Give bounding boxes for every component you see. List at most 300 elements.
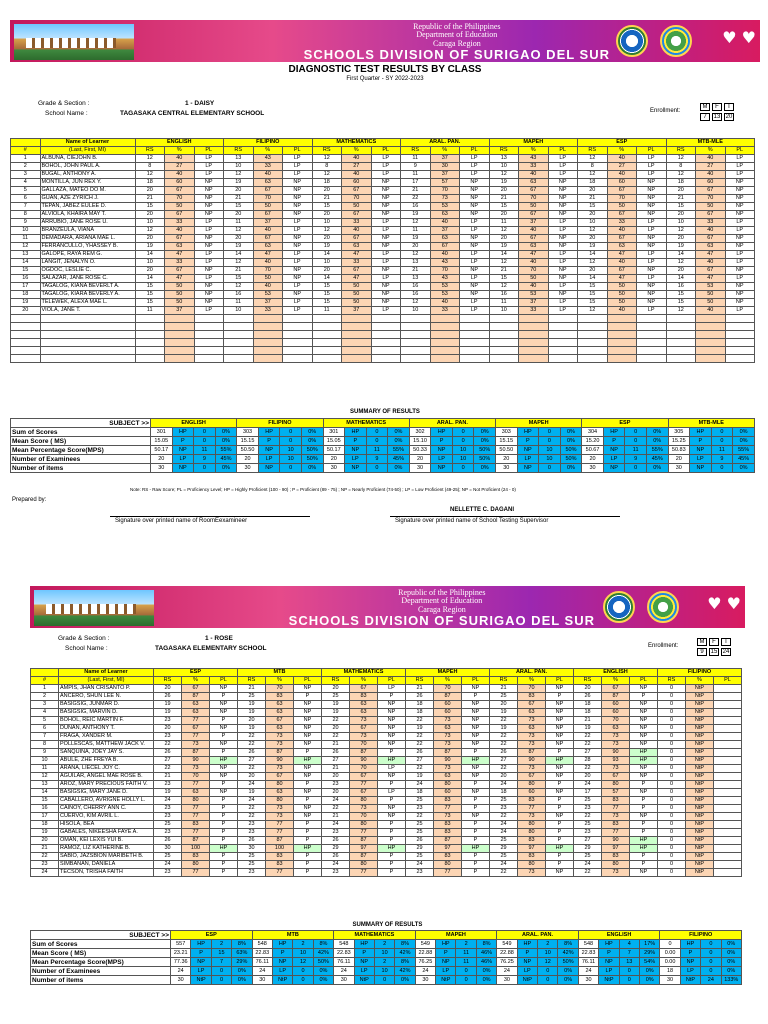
summary-percent: 0% xyxy=(646,464,668,473)
raw-score: 10 xyxy=(135,259,165,267)
raw-score: 21 xyxy=(154,773,182,781)
percent: NtP xyxy=(686,845,714,853)
percent: 73 xyxy=(430,195,460,203)
col-head-rs: RS xyxy=(154,677,182,685)
raw-score: 0 xyxy=(658,837,686,845)
percent: 47 xyxy=(607,275,637,283)
col-head-pl: PL xyxy=(371,147,401,155)
table-row xyxy=(31,693,742,701)
summary-count: 2 xyxy=(456,940,476,949)
percent xyxy=(165,315,195,323)
percent: 50 xyxy=(607,291,637,299)
raw-score: 24 xyxy=(490,781,518,789)
proficiency-level xyxy=(194,331,224,339)
summary-level: NP xyxy=(345,464,367,473)
percent: 70 xyxy=(350,765,378,773)
proficiency-level: P xyxy=(546,781,574,789)
proficiency-level xyxy=(283,355,313,363)
raw-score: 12 xyxy=(489,259,519,267)
raw-score xyxy=(312,331,342,339)
percent: NtP xyxy=(686,701,714,709)
raw-score: 25 xyxy=(490,797,518,805)
proficiency-level xyxy=(637,323,667,331)
proficiency-level: LP xyxy=(194,171,224,179)
enr2-m-head: M xyxy=(697,638,707,646)
summary-count: 2 xyxy=(211,940,231,949)
raw-score: 23 xyxy=(322,829,350,837)
percent: 97 xyxy=(602,845,630,853)
summary-percent: 0% xyxy=(313,976,333,985)
raw-score: 25 xyxy=(574,853,602,861)
raw-score: 23 xyxy=(154,813,182,821)
proficiency-level: NP xyxy=(371,179,401,187)
percent xyxy=(607,347,637,355)
summary-count: 10 xyxy=(280,446,302,455)
table-row xyxy=(31,829,742,837)
summary-percent: 42% xyxy=(558,949,578,958)
proficiency-level: LP xyxy=(548,163,578,171)
proficiency-level xyxy=(283,331,313,339)
percent: 87 xyxy=(434,693,462,701)
table-row xyxy=(11,347,755,355)
summary-subject-head: ARAL. PAN. xyxy=(497,931,579,940)
percent: 80 xyxy=(434,781,462,789)
proficiency-level: NP xyxy=(378,725,406,733)
raw-score: 20 xyxy=(224,211,254,219)
proficiency-level: NP xyxy=(194,291,224,299)
learner-name: BOHOL, JOHN PAUL A. xyxy=(40,163,135,171)
col-head-pl: PL xyxy=(283,147,313,155)
summary-count: 0 xyxy=(539,437,561,446)
learner-name: HISOLA, BEA xyxy=(59,821,154,829)
proficiency-level: LP xyxy=(725,171,755,179)
percent: 83 xyxy=(266,693,294,701)
col-head-pl: PL xyxy=(460,147,490,155)
raw-score: 20 xyxy=(135,267,165,275)
percent: 57 xyxy=(602,789,630,797)
raw-score: 22 xyxy=(154,741,182,749)
raw-score: 12 xyxy=(224,259,254,267)
raw-score: 22 xyxy=(574,741,602,749)
percent: 37 xyxy=(430,155,460,163)
raw-score: 9 xyxy=(401,163,431,171)
raw-score: 29 xyxy=(490,845,518,853)
summary-row xyxy=(11,455,755,464)
raw-score: 24 xyxy=(490,821,518,829)
percent: NtP xyxy=(686,797,714,805)
row-number: 16 xyxy=(31,805,59,813)
percent: 90 xyxy=(602,837,630,845)
percent: 63 xyxy=(434,725,462,733)
summary-value: 22.83 xyxy=(334,949,354,958)
banner-line3: Caraga Region xyxy=(432,38,481,48)
proficiency-level: NP xyxy=(194,195,224,203)
proficiency-level: LP xyxy=(460,259,490,267)
percent: 40 xyxy=(165,227,195,235)
row-number: 20 xyxy=(11,307,41,315)
col-head-pct: % xyxy=(518,677,546,685)
proficiency-level: LP xyxy=(548,219,578,227)
row-number: 7 xyxy=(31,733,59,741)
proficiency-level: HP xyxy=(462,757,490,765)
summary-subject-head: ESP xyxy=(582,419,668,428)
summary-count: 13 xyxy=(619,958,639,967)
row-number: 6 xyxy=(31,725,59,733)
summary-percent: 0% xyxy=(232,967,252,976)
proficiency-level: P xyxy=(546,853,574,861)
love-heart-icon: ♥ ♥ xyxy=(722,28,756,47)
percent: 33 xyxy=(253,307,283,315)
proficiency-level: NP xyxy=(283,195,313,203)
proficiency-level: LP xyxy=(725,155,755,163)
raw-score: 20 xyxy=(312,187,342,195)
learner-name: DEMADARA, ARIANA MAE L. xyxy=(40,235,135,243)
percent: 70 xyxy=(696,195,726,203)
proficiency-level: LP xyxy=(194,163,224,171)
raw-score xyxy=(666,323,696,331)
raw-score: 19 xyxy=(406,725,434,733)
learner-name: FERRANCULLO, YHASSEY B. xyxy=(40,243,135,251)
raw-score: 25 xyxy=(490,837,518,845)
learner-name: TECSON, TRISHA FAITH xyxy=(59,869,154,877)
proficiency-level: LP xyxy=(637,259,667,267)
proficiency-level: NP xyxy=(637,187,667,195)
percent: 63 xyxy=(266,709,294,717)
learner-head: Name of Learner xyxy=(40,139,135,147)
summary-level: NP xyxy=(436,958,456,967)
percent: NtP xyxy=(686,805,714,813)
enrollment-box-2 xyxy=(695,636,733,658)
proficiency-level: NP xyxy=(294,701,322,709)
raw-score: 11 xyxy=(401,227,431,235)
proficiency-level: NP xyxy=(546,813,574,821)
raw-score xyxy=(135,347,165,355)
raw-score: 19 xyxy=(574,725,602,733)
percent xyxy=(607,331,637,339)
percent: 37 xyxy=(519,299,549,307)
proficiency-level: LP xyxy=(725,275,755,283)
summary-subject-head: ENGLISH xyxy=(151,419,237,428)
raw-score: 25 xyxy=(154,821,182,829)
col-head-pl: PL xyxy=(630,677,658,685)
raw-score: 27 xyxy=(154,757,182,765)
grade-value: 1 - DAISY xyxy=(185,100,215,107)
proficiency-level: P xyxy=(294,869,322,877)
summary-value: 20 xyxy=(151,455,173,464)
raw-score: 11 xyxy=(135,307,165,315)
percent: 67 xyxy=(518,773,546,781)
row-number: 2 xyxy=(11,163,41,171)
raw-score: 20 xyxy=(154,685,182,693)
raw-score: 14 xyxy=(135,251,165,259)
summary-value: 50.50 xyxy=(237,446,259,455)
raw-score: 27 xyxy=(574,749,602,757)
raw-score: 20 xyxy=(489,235,519,243)
summary-count: 2 xyxy=(374,940,394,949)
percent: 63 xyxy=(253,243,283,251)
raw-score: 23 xyxy=(406,805,434,813)
proficiency-level: NP xyxy=(548,291,578,299)
raw-score: 20 xyxy=(322,773,350,781)
percent: NtP xyxy=(686,717,714,725)
proficiency-level: P xyxy=(294,781,322,789)
percent xyxy=(165,323,195,331)
raw-score xyxy=(312,355,342,363)
raw-score: 19 xyxy=(135,243,165,251)
row-number: 11 xyxy=(11,235,41,243)
sig-right-caption: Signature over printed name of School Testing Supervisor xyxy=(395,518,549,524)
percent: 60 xyxy=(434,701,462,709)
raw-score: 18 xyxy=(312,179,342,187)
percent: 37 xyxy=(430,171,460,179)
summary-value: 30 xyxy=(415,976,435,985)
summary-percent: 45% xyxy=(733,455,755,464)
raw-score: 19 xyxy=(312,243,342,251)
raw-score: 19 xyxy=(154,709,182,717)
percent: 40 xyxy=(696,227,726,235)
enr-m-head: M xyxy=(700,103,710,111)
summary-percent: 0% xyxy=(388,428,410,437)
proficiency-level xyxy=(714,837,742,845)
col-head-pct: % xyxy=(165,147,195,155)
proficiency-level xyxy=(637,315,667,323)
summary-count: 0 xyxy=(701,958,721,967)
raw-score: 25 xyxy=(406,829,434,837)
proficiency-level xyxy=(548,331,578,339)
percent: 67 xyxy=(350,773,378,781)
subject-head: MATHEMATICS xyxy=(312,139,401,147)
percent: 73 xyxy=(266,741,294,749)
learner-results-table xyxy=(10,138,755,363)
proficiency-level: NP xyxy=(460,291,490,299)
summary-level: P xyxy=(680,949,700,958)
percent: 60 xyxy=(165,179,195,187)
proficiency-level: NP xyxy=(630,709,658,717)
percent: 83 xyxy=(518,693,546,701)
summary-percent: 0% xyxy=(721,940,741,949)
summary-level: HP xyxy=(690,428,712,437)
summary-count: 2 xyxy=(293,940,313,949)
table-row xyxy=(11,259,755,267)
row-number xyxy=(11,323,41,331)
summary-level: P xyxy=(603,437,625,446)
proficiency-level: HP xyxy=(546,845,574,853)
summary-count: 0 xyxy=(280,464,302,473)
percent: 27 xyxy=(607,163,637,171)
proficiency-level xyxy=(714,741,742,749)
summary-count: 11 xyxy=(456,949,476,958)
proficiency-level: NP xyxy=(462,813,490,821)
summary-percent: 50% xyxy=(558,958,578,967)
percent: 87 xyxy=(434,749,462,757)
raw-score: 22 xyxy=(490,813,518,821)
raw-score: 12 xyxy=(401,251,431,259)
summary-percent: 133% xyxy=(721,976,741,985)
proficiency-level: P xyxy=(630,805,658,813)
percent: 60 xyxy=(607,179,637,187)
col-head-pl: PL xyxy=(546,677,574,685)
percent: 70 xyxy=(430,187,460,195)
raw-score: 23 xyxy=(238,869,266,877)
raw-score: 25 xyxy=(406,853,434,861)
percent: 67 xyxy=(342,235,372,243)
raw-score: 18 xyxy=(406,789,434,797)
summary-level: HP xyxy=(258,428,280,437)
summary-count: 2 xyxy=(538,940,558,949)
summary-percent: 0% xyxy=(313,967,333,976)
summary-level: P xyxy=(431,437,453,446)
banner2-line2: Department of Education xyxy=(401,596,483,606)
proficiency-level: P xyxy=(294,797,322,805)
raw-score: 21 xyxy=(666,195,696,203)
row-number: 3 xyxy=(31,701,59,709)
raw-score: 23 xyxy=(490,805,518,813)
header-row xyxy=(31,669,742,677)
raw-score: 10 xyxy=(224,163,254,171)
percent: 77 xyxy=(266,869,294,877)
raw-score: 24 xyxy=(322,797,350,805)
proficiency-level: LP xyxy=(371,163,401,171)
summary-level: NP xyxy=(690,446,712,455)
percent: 83 xyxy=(518,837,546,845)
percent: 67 xyxy=(519,187,549,195)
summary-percent: 0% xyxy=(560,437,582,446)
raw-score xyxy=(135,331,165,339)
percent: 90 xyxy=(266,757,294,765)
quarter-label: First Quarter - SY 2022-2023 xyxy=(346,76,424,82)
row-number: 4 xyxy=(31,709,59,717)
learner-name: MONTILLA, JUN REX Y. xyxy=(40,179,135,187)
proficiency-level: NP xyxy=(548,195,578,203)
enr2-t-head: T xyxy=(721,638,731,646)
summary-count: 0 xyxy=(625,464,647,473)
col-head-rs: RS xyxy=(574,677,602,685)
enr2-f-val: 15 xyxy=(710,649,718,655)
proficiency-level xyxy=(194,347,224,355)
proficiency-level: LP xyxy=(371,171,401,179)
raw-score: 15 xyxy=(666,291,696,299)
percent: 67 xyxy=(342,267,372,275)
raw-score: 22 xyxy=(238,733,266,741)
col-head-rs: RS xyxy=(406,677,434,685)
percent: 67 xyxy=(182,725,210,733)
percent: 37 xyxy=(342,307,372,315)
proficiency-level: LP xyxy=(725,163,755,171)
summary-subject-head: MTB xyxy=(252,931,334,940)
proficiency-level xyxy=(283,315,313,323)
raw-score: 12 xyxy=(489,227,519,235)
raw-score: 20 xyxy=(574,685,602,693)
summary-count: 0 xyxy=(539,464,561,473)
proficiency-level: P xyxy=(462,861,490,869)
table-row xyxy=(11,355,755,363)
banner-line1: Republic of the Philippines xyxy=(413,22,501,31)
raw-score: 25 xyxy=(490,693,518,701)
summary-label: Mean Percentage Score(MPS) xyxy=(11,446,151,455)
raw-score xyxy=(224,339,254,347)
raw-score: 23 xyxy=(238,829,266,837)
subject-head: MTB-MLE xyxy=(666,139,755,147)
percent: NtP xyxy=(686,733,714,741)
percent: NtP xyxy=(686,741,714,749)
raw-score: 10 xyxy=(489,163,519,171)
percent: NtP xyxy=(686,749,714,757)
raw-score: 12 xyxy=(578,171,608,179)
division-seal-icon xyxy=(660,25,692,57)
row-number: 2 xyxy=(31,693,59,701)
raw-score: 13 xyxy=(224,155,254,163)
table-row xyxy=(31,709,742,717)
summary-level: NP xyxy=(354,958,374,967)
percent xyxy=(519,331,549,339)
raw-score: 15 xyxy=(312,203,342,211)
enr-t-val: 20 xyxy=(725,114,733,120)
raw-score: 8 xyxy=(312,163,342,171)
percent: 47 xyxy=(342,275,372,283)
summary-percent: 45% xyxy=(646,455,668,464)
proficiency-level xyxy=(283,347,313,355)
proficiency-level: NP xyxy=(725,267,755,275)
learner-name xyxy=(40,355,135,363)
report-sheet-daisy xyxy=(10,20,760,530)
raw-score: 24 xyxy=(238,781,266,789)
proficiency-level: NP xyxy=(462,685,490,693)
row-number: 18 xyxy=(31,821,59,829)
summary-count: 10 xyxy=(452,455,474,464)
raw-score: 11 xyxy=(401,171,431,179)
percent: 70 xyxy=(350,741,378,749)
percent: 40 xyxy=(519,171,549,179)
raw-score: 8 xyxy=(578,163,608,171)
row-number: 24 xyxy=(31,869,59,877)
percent: 77 xyxy=(266,829,294,837)
proficiency-level xyxy=(714,749,742,757)
raw-score: 17 xyxy=(574,789,602,797)
summary-percent: 8% xyxy=(558,940,578,949)
percent: 73 xyxy=(266,813,294,821)
summary-count: 0 xyxy=(211,967,231,976)
row-number: 1 xyxy=(11,155,41,163)
summary-percent: 0% xyxy=(721,958,741,967)
summary-level: P xyxy=(191,949,211,958)
percent: 40 xyxy=(519,283,549,291)
raw-score: 21 xyxy=(578,195,608,203)
table-row xyxy=(11,323,755,331)
raw-score: 23 xyxy=(154,733,182,741)
row-number: 14 xyxy=(31,789,59,797)
proficiency-level: P xyxy=(462,805,490,813)
proficiency-level: NP xyxy=(210,701,238,709)
proficiency-level: NP xyxy=(371,203,401,211)
raw-score: 22 xyxy=(406,813,434,821)
summary-value: 15.25 xyxy=(668,437,690,446)
proficiency-level: NP xyxy=(546,789,574,797)
summary-percent: 8% xyxy=(395,940,415,949)
summary-level: NP xyxy=(258,446,280,455)
summary-value: 30 xyxy=(171,976,191,985)
percent: 33 xyxy=(519,163,549,171)
proficiency-level: LP xyxy=(548,227,578,235)
proficiency-level: P xyxy=(462,837,490,845)
raw-score: 11 xyxy=(224,299,254,307)
proficiency-level: P xyxy=(546,693,574,701)
percent: 80 xyxy=(266,797,294,805)
percent: 53 xyxy=(430,291,460,299)
proficiency-level: NP xyxy=(283,267,313,275)
raw-score: 12 xyxy=(224,283,254,291)
raw-score: 25 xyxy=(238,861,266,869)
proficiency-level: NP xyxy=(462,733,490,741)
